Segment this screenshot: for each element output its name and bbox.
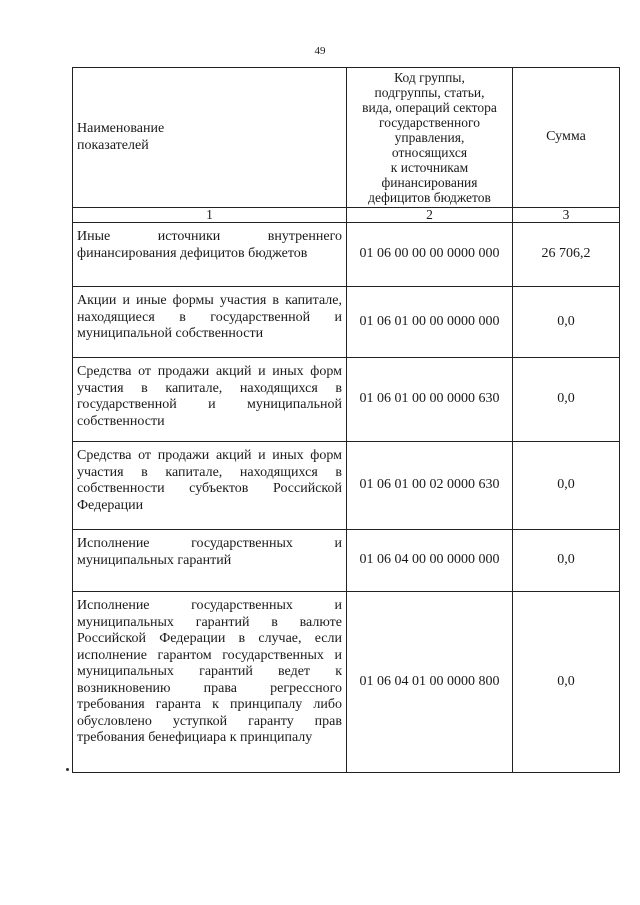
column-number-row (73, 208, 620, 223)
row-name: Иные источники внутреннего финансирования дефицитов бюджетов (73, 223, 347, 287)
row-name: Исполнение государственных и муниципальных гарантий в валюте Российской Федерации в случае, если исполнение гарантом государственных и муниципальных гарантий ведет к возникновению права регрессного требования гаранта к принципалу либо обусловлено уступкой гаранту прав требования бенефициара к принципалу (73, 592, 347, 773)
budget-sources-table (72, 67, 620, 773)
row-name: Акции и иные формы участия в капитале, находящиеся в государственной и муниципальной собственности (73, 287, 347, 358)
row-code: 01 06 01 00 00 0000 630 (347, 358, 513, 442)
column-number-1: 1 (73, 208, 347, 223)
header-code: Код группы, подгруппы, статьи, вида, операций сектора государственного управления, относящихся к источникам финансирования дефицитов бюджетов (347, 68, 513, 208)
table-row (73, 530, 620, 592)
table-row (73, 223, 620, 287)
scan-speck (66, 768, 69, 771)
row-name: Средства от продажи акций и иных форм участия в капитале, находящихся в собственности субъектов Российской Федерации (73, 442, 347, 530)
header-sum: Сумма (513, 68, 620, 208)
row-sum: 0,0 (513, 592, 620, 773)
table-row (73, 287, 620, 358)
column-number-3: 3 (513, 208, 620, 223)
row-sum: 26 706,2 (513, 223, 620, 287)
row-name: Средства от продажи акций и иных форм участия в капитале, находящихся в государственной и муниципальной собственности (73, 358, 347, 442)
row-name: Исполнение государственных и муниципальных гарантий (73, 530, 347, 592)
header-name: Наименование показателей (73, 68, 347, 208)
row-sum: 0,0 (513, 358, 620, 442)
row-code: 01 06 04 00 00 0000 000 (347, 530, 513, 592)
row-sum: 0,0 (513, 287, 620, 358)
table-header-row (73, 68, 620, 208)
row-code: 01 06 01 00 00 0000 000 (347, 287, 513, 358)
table-row (73, 442, 620, 530)
table-row (73, 592, 620, 773)
row-sum: 0,0 (513, 530, 620, 592)
row-code: 01 06 01 00 02 0000 630 (347, 442, 513, 530)
row-sum: 0,0 (513, 442, 620, 530)
column-number-2: 2 (347, 208, 513, 223)
row-code: 01 06 04 01 00 0000 800 (347, 592, 513, 773)
table-row (73, 358, 620, 442)
page-number: 49 (314, 45, 326, 57)
row-code: 01 06 00 00 00 0000 000 (347, 223, 513, 287)
